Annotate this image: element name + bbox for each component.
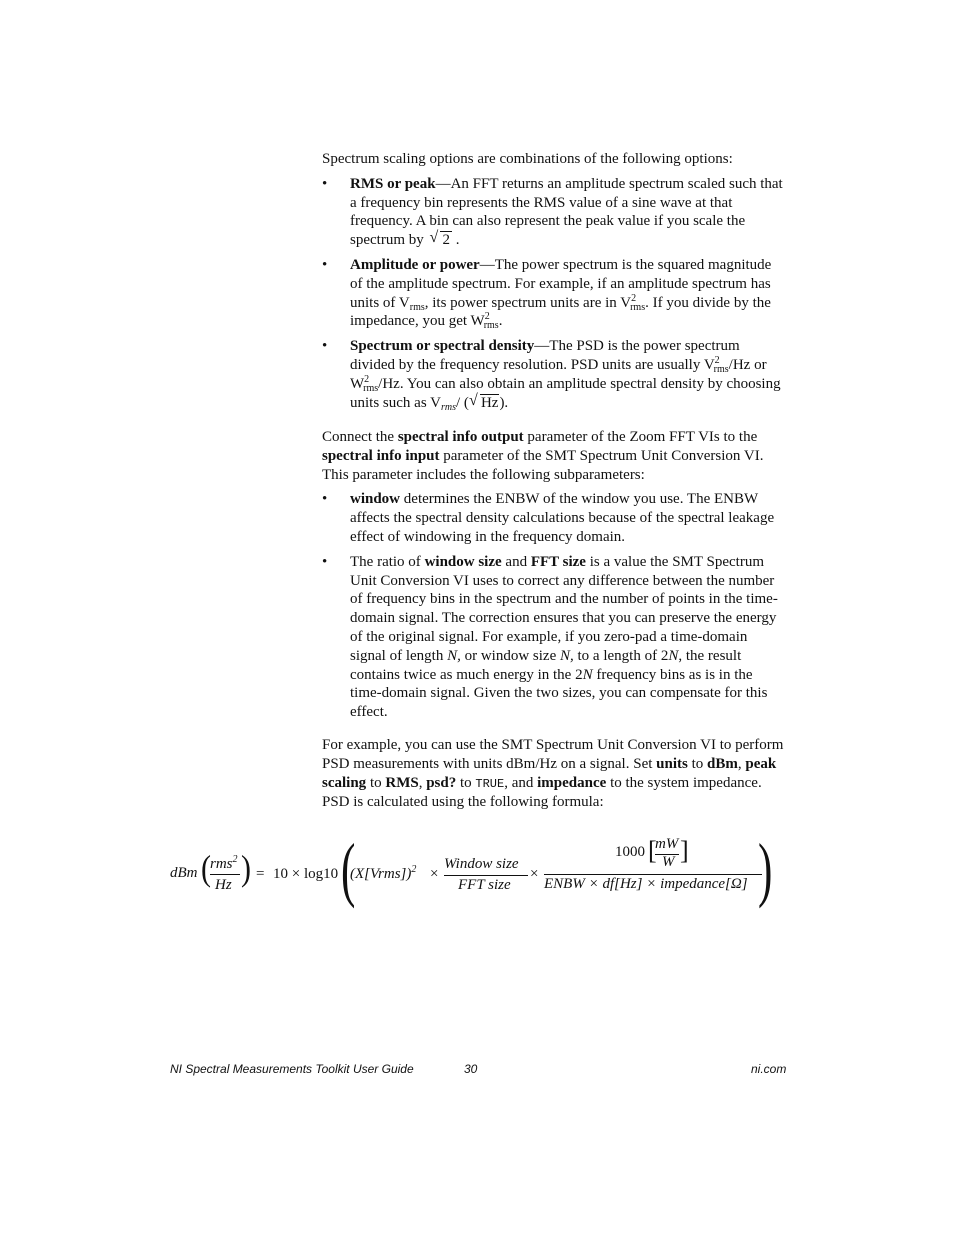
- mw-unit: mW: [655, 836, 679, 852]
- footer-title: NI Spectral Measurements Toolkit User Guide: [170, 1062, 414, 1076]
- footer-link[interactable]: ni.com: [751, 1062, 787, 1076]
- connect-section: [322, 428, 784, 722]
- formula-coef: 10 × log10: [273, 866, 339, 882]
- equals-sign: =: [256, 866, 265, 882]
- list-item: • RMS or peak—An FFT returns an amplitude spectrum scaled such that a frequency bin represents the RMS value of a sine wave at that frequency. A bin can also represent the peak value if you scale the spectrum by √ 2 .: [322, 175, 783, 249]
- left-paren: (: [201, 848, 211, 889]
- right-bracket: ]: [680, 836, 689, 865]
- w-unit: W: [662, 854, 675, 870]
- connect-paragraph: Connect the spectral info output parameter of the Zoom FFT VIs to the spectral info input parameter of the SMT Spectrum Unit Conversion VI. This parameter includes the following subparameters:: [322, 429, 764, 483]
- list-item: • The ratio of window size and FFT size is a value the SMT Spectrum Unit Conversion VI uses to correct any difference between the number of frequency bins in the spectrum and the number of points in the time-domain signal. The correction ensures that you can preserve the energy of the original signal. For example, if you zero-pad a time-domain signal of length N, or window size N, to a length of 2N, the result contains twice as much energy in the 2N frequency bins as is in the time-domain signal. Given the two sizes, you can compensate for this effect.: [322, 553, 778, 721]
- intro-paragraph: Spectrum scaling options are combinations of the following options:: [322, 151, 733, 167]
- option-term: RMS or peak: [350, 175, 436, 192]
- big-right-paren: ): [758, 829, 773, 909]
- psd-formula: [170, 829, 773, 910]
- big-left-paren: (: [341, 829, 356, 909]
- fraction-bar: [210, 874, 240, 875]
- fraction-bar: [544, 874, 762, 875]
- num-1000: 1000: [615, 844, 645, 860]
- sqrt-symbol: √ Hz: [468, 391, 499, 411]
- list-item: • window determines the ENBW of the window you use. The ENBW affects the spectral density calculations because of the spectral leakage effect of windowing in the frequency domain.: [322, 491, 775, 545]
- left-bracket: [: [648, 836, 657, 865]
- bullet-dot: •: [322, 553, 328, 570]
- formula-dbm: dBm: [170, 865, 198, 881]
- list-item: • Amplitude or power—The power spectrum is the squared magnitude of the amplitude spectrum. For example, if an amplitude spectrum has units of $V_{rms}$, its power spectrum units are in $V^2_{rms}$. If you divide by the impedance, you get $W^2_{rms}$.: [322, 256, 772, 332]
- bullet-dot: •: [322, 175, 328, 192]
- list-item: • Spectrum or spectral density—The PSD is the power spectrum divided by the frequency resolution. PSD units are usually $V^2_{rms}/Hz$ or $W^2_{rms}/Hz$. You can also obtain an amplitude spectral density by choosing units such as $V_{rms}/$ ( √ Hz).: [322, 338, 781, 413]
- option-term: Amplitude or power: [350, 256, 480, 273]
- formula-hz: Hz: [215, 877, 232, 893]
- bullet-dot: •: [322, 491, 328, 508]
- bullet-dot: •: [322, 338, 328, 355]
- formula-rms: rms$^2$: [210, 854, 238, 872]
- sqrt-symbol: √ 2: [429, 229, 450, 249]
- right-paren: ): [241, 848, 251, 889]
- fraction-bar: [444, 875, 528, 876]
- times-sign: ×: [530, 866, 539, 882]
- scaling-section: [322, 150, 784, 412]
- bullet-dot: •: [322, 256, 328, 273]
- enbw-den: ENBW × df[Hz] × impedance[Ω]: [544, 876, 748, 892]
- window-size-num: Window size: [444, 856, 519, 872]
- fft-size-den: FFT size: [458, 877, 511, 893]
- footer-page-number: 30: [464, 1062, 478, 1076]
- option-term: Spectrum or spectral density: [350, 338, 535, 355]
- example-paragraph: For example, you can use the SMT Spectrum Unit Conversion VI to perform PSD measurements with units dBm/Hz on a signal. Set units to dBm, peak scaling to RMS, psd? to TRUE, and impedance to the system impedance. PSD is calculated using the following formula:: [322, 737, 784, 811]
- example-section: [322, 736, 784, 812]
- formula-x-term: (X[Vrms])$^2$: [350, 864, 417, 882]
- times-sign: ×: [430, 866, 439, 882]
